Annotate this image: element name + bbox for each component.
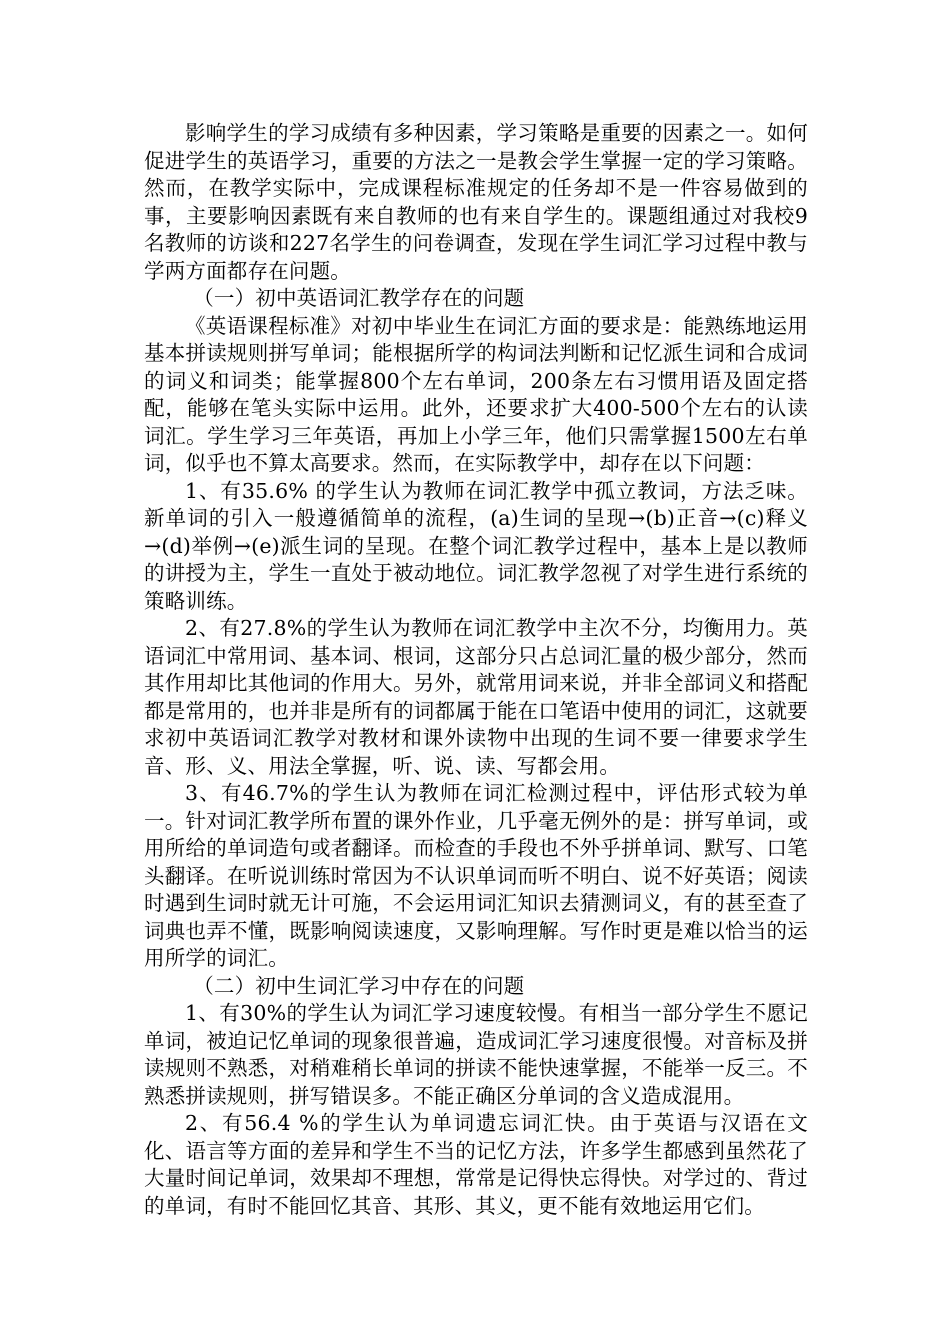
teaching-problem-2: 2、有27.8%的学生认为教师在词汇教学中主次不分，均衡用力。英语词汇中常用词、基本词、根词，这部分只占总词汇量的极少部分，然而其作用却比其他词的作用大。另外，就常用词来说，并非全部词义和搭配都是常用的，也并非是所有的词都属于能在口笔语中使用的词汇，这就要求初中英语词汇教学对教材和课外读物中出现的生词不要一律要求学生音、形、义、用法全掌握，听、说、读、写都会用。 [144, 616, 808, 778]
document-page [144, 120, 808, 1220]
section-heading-teaching-problems: （一）初中英语词汇教学存在的问题 [193, 286, 525, 310]
curriculum-standard-paragraph: 《英语课程标准》对初中毕业生在词汇方面的要求是：能熟练地运用基本拼读规则拼写单词；能根据所学的构词法判断和记忆派生词和合成词的词义和词类；能掌握800个左右单词，200条左右习惯用语及固定搭配，能够在笔头实际中运用。此外，还要求扩大400-500个左右的认读词汇。学生学习三年英语，再加上小学三年，他们只需掌握1500左右单词，似乎也不算太高要求。然而，在实际教学中，却存在以下问题： [144, 313, 808, 475]
section-heading-learning-problems: （二）初中生词汇学习中存在的问题 [193, 973, 525, 998]
learning-problem-1: 1、有30%的学生认为词汇学习速度较慢。有相当一部分学生不愿记单词，被迫记忆单词的现象很普遍，造成词汇学习速度很慢。对音标及拼读规则不熟悉，对稍难稍长单词的拼读不能快速掌握，不能举一反三。不熟悉拼读规则，拼写错误多。不能正确区分单词的含义造成混用。 [144, 1001, 808, 1108]
intro-paragraph: 影响学生的学习成绩有多种因素，学习策略是重要的因素之一。如何促进学生的英语学习，重要的方法之一是教会学生掌握一定的学习策略。然而，在教学实际中，完成课程标准规定的任务却不是一件容易做到的事，主要影响因素既有来自教师的也有来自学生的。课题组通过对我校9名教师的访谈和227名学生的问卷调查，发现在学生词汇学习过程中教与学两方面都存在问题。 [144, 121, 808, 283]
teaching-problem-1: 1、有35.6% 的学生认为教师在词汇教学中孤立教词，方法乏味。新单词的引入一般遵循简单的流程，(a)生词的呈现→(b)正音→(c)释义→(d)举例→(e)派生词的呈现。在整个词汇教学过程中，基本上是以教师的讲授为主，学生一直处于被动地位。词汇教学忽视了对学生进行系统的策略训练。 [144, 478, 808, 613]
learning-problem-2: 2、有56.4 %的学生认为单词遗忘词汇快。由于英语与汉语在文化、语言等方面的差异和学生不当的记忆方法，许多学生都感到虽然花了大量时间记单词，效果却不理想，常常是记得快忘得快。对学过的、背过的单词，有时不能回忆其音、其形、其义，更不能有效地运用它们。 [144, 1111, 808, 1218]
teaching-problem-3: 3、有46.7%的学生认为教师在词汇检测过程中，评估形式较为单一。针对词汇教学所布置的课外作业，几乎毫无例外的是：拼写单词，或用所给的单词造句或者翻译。而检查的手段也不外乎拼单词、默写、口笔头翻译。在听说训练时常因为不认识单词而听不明白、说不好英语；阅读时遇到生词时就无计可施，不会运用词汇知识去猜测词义，有的甚至查了词典也弄不懂，既影响阅读速度，又影响理解。写作时更是难以恰当的运用所学的词汇。 [144, 781, 808, 970]
